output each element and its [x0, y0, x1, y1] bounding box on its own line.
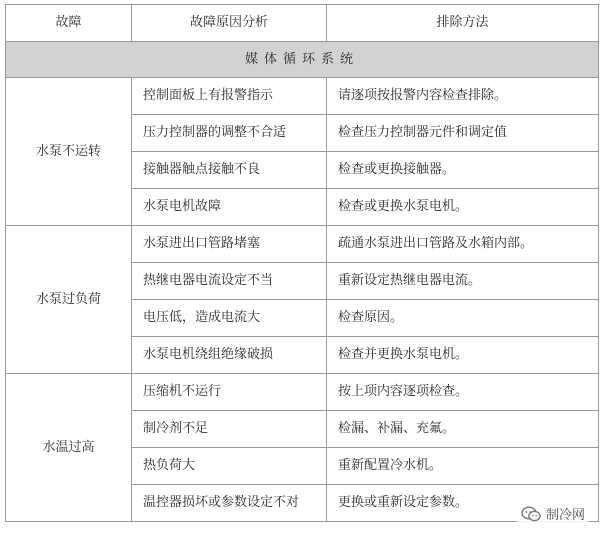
solution-cell: 检查或更换接触器。	[327, 152, 599, 189]
table-row	[6, 226, 599, 263]
solution-cell: 疏通水泵进出口管路及水箱内部。	[327, 226, 599, 263]
cause-cell: 热负荷大	[132, 448, 327, 485]
fault-name: 水泵不运转	[6, 78, 132, 226]
solution-cell: 请逐项按报警内容检查排除。	[327, 78, 599, 115]
solution-cell: 重新设定热继电器电流。	[327, 263, 599, 300]
table-header-row	[6, 5, 599, 42]
header-solution: 排除方法	[327, 5, 599, 42]
section-title: 媒体循环系统	[6, 42, 599, 78]
table-row	[6, 78, 599, 115]
cause-cell: 制冷剂不足	[132, 411, 327, 448]
fault-table	[5, 4, 599, 522]
cause-cell: 控制面板上有报警指示	[132, 78, 327, 115]
solution-cell: 按上项内容逐项检查。	[327, 374, 599, 411]
solution-cell: 检查并更换水泵电机。	[327, 337, 599, 374]
cause-cell: 压力控制器的调整不合适	[132, 115, 327, 152]
solution-cell: 检查压力控制器元件和调定值	[327, 115, 599, 152]
watermark	[517, 503, 589, 524]
header-fault: 故障	[6, 5, 132, 42]
section-row	[6, 42, 599, 78]
solution-cell: 检查或更换水泵电机。	[327, 189, 599, 226]
solution-cell: 更换或重新设定参数。	[327, 485, 599, 522]
watermark-text: 制冷网	[545, 508, 585, 523]
solution-cell: 检漏、补漏、充氟。	[327, 411, 599, 448]
solution-cell: 检查原因。	[327, 300, 599, 337]
cause-cell: 水泵进出口管路堵塞	[132, 226, 327, 263]
wechat-icon	[521, 506, 541, 522]
cause-cell: 热继电器电流设定不当	[132, 263, 327, 300]
header-cause: 故障原因分析	[132, 5, 327, 42]
cause-cell: 水泵电机绕组绝缘破损	[132, 337, 327, 374]
solution-cell: 重新配置冷水机。	[327, 448, 599, 485]
table-row	[6, 374, 599, 411]
cause-cell: 水泵电机故障	[132, 189, 327, 226]
cause-cell: 温控器损坏或参数设定不对	[132, 485, 327, 522]
cause-cell: 接触器触点接触不良	[132, 152, 327, 189]
cause-cell: 压缩机不运行	[132, 374, 327, 411]
fault-name: 水温过高	[6, 374, 132, 522]
cause-cell: 电压低，造成电流大	[132, 300, 327, 337]
fault-name: 水泵过负荷	[6, 226, 132, 374]
